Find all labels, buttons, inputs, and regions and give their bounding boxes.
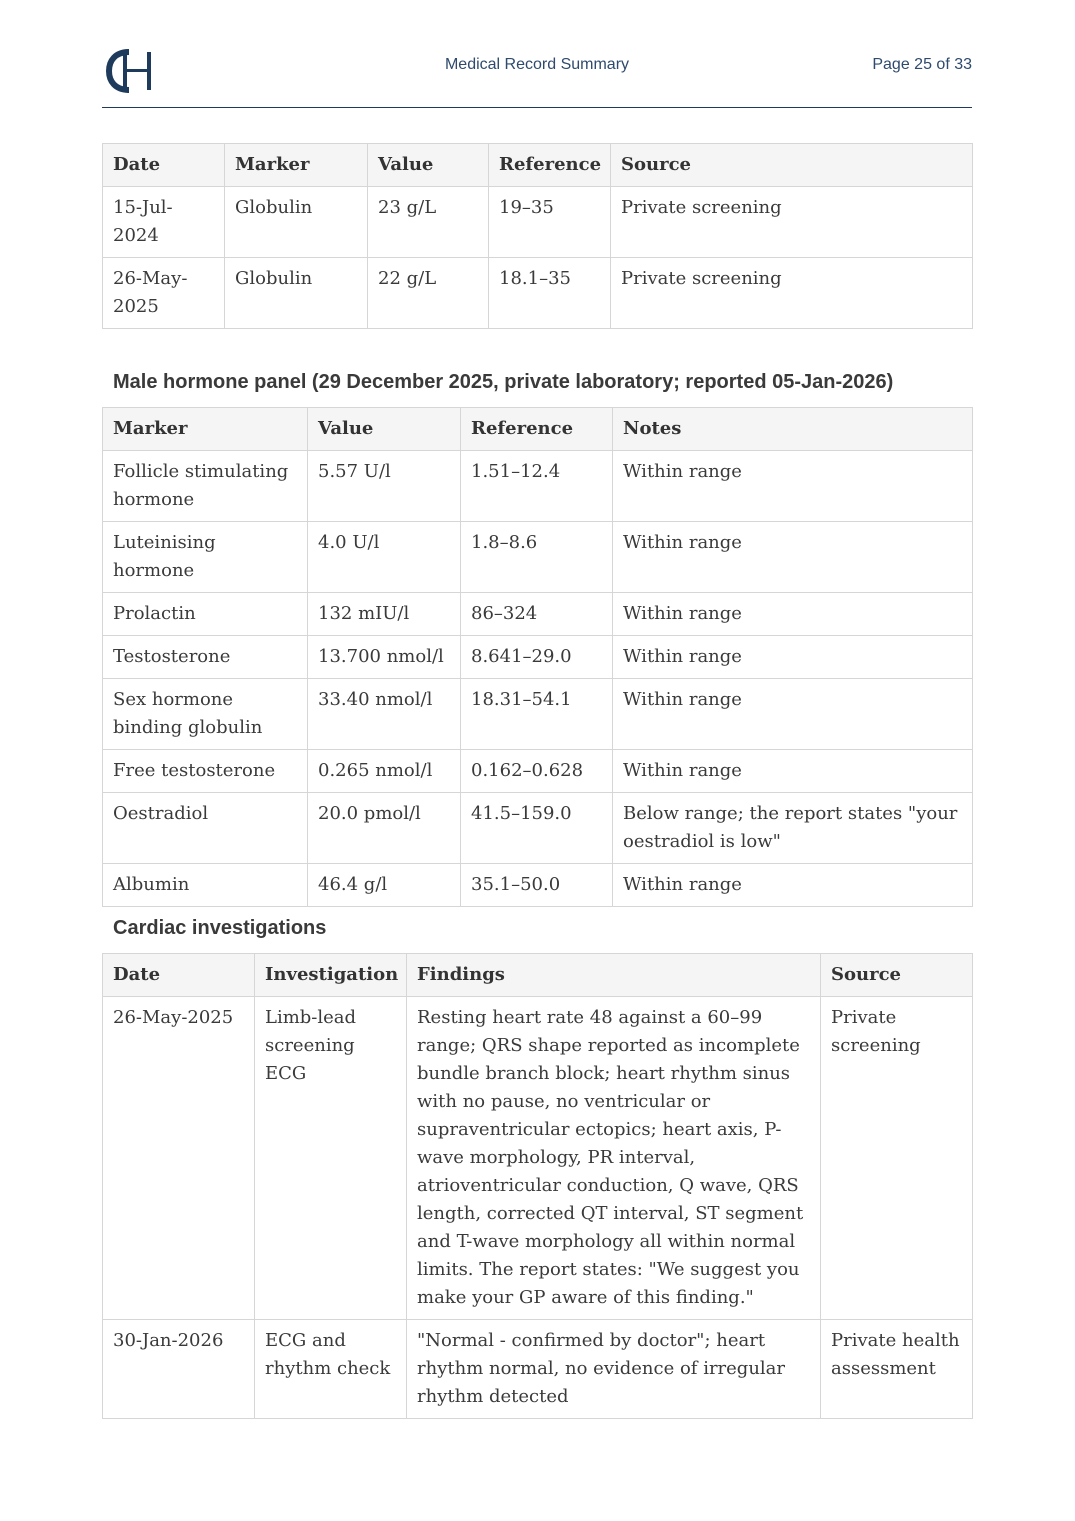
page-number: Page 25 of 33 <box>872 56 972 73</box>
source-cell: Private screening <box>821 997 973 1320</box>
table-row <box>103 793 973 864</box>
marker-cell: Testosterone <box>103 636 308 679</box>
notes-cell: Within range <box>613 636 973 679</box>
cardiac-table <box>102 953 973 1419</box>
table-header-row <box>103 954 973 997</box>
value-cell: 5.57 U/l <box>308 451 461 522</box>
source-cell: Private screening <box>611 187 973 258</box>
source-cell: Private health assessment <box>821 1320 973 1419</box>
table-row <box>103 636 973 679</box>
value-cell: 33.40 nmol/l <box>308 679 461 750</box>
marker-cell: Luteinising hormone <box>103 522 308 593</box>
value-cell: 22 g/L <box>368 258 489 329</box>
reference-cell: 1.51–12.4 <box>461 451 613 522</box>
hormone-panel-table <box>102 407 973 907</box>
value-cell: 132 mIU/l <box>308 593 461 636</box>
notes-cell: Within range <box>613 679 973 750</box>
reference-cell: 35.1–50.0 <box>461 864 613 907</box>
investigation-cell: ECG and rhythm check <box>255 1320 407 1419</box>
notes-cell: Within range <box>613 522 973 593</box>
globulin-table <box>102 143 973 329</box>
table-row <box>103 997 973 1320</box>
column-header: Reference <box>489 144 611 187</box>
date-cell: 26-May-2025 <box>103 997 255 1320</box>
notes-cell: Within range <box>613 864 973 907</box>
document-title: Medical Record Summary <box>444 56 630 73</box>
findings-cell: Resting heart rate 48 against a 60–99 range; QRS shape reported as incomplete bundle branch block; heart rhythm sinus with no pause, no ventricular or supraventricular ectopics; heart axis, P-wave morphology, PR interval, atrioventricular conduction, Q wave, QRS length, corrected QT interval, ST segment and T-wave morphology all within normal limits. The report states: "We suggest you make your GP aware of this finding." <box>407 997 821 1320</box>
reference-cell: 18.31–54.1 <box>461 679 613 750</box>
date-cell: 30-Jan-2026 <box>103 1320 255 1419</box>
reference-cell: 18.1–35 <box>489 258 611 329</box>
column-header: Date <box>103 144 225 187</box>
marker-cell: Oestradiol <box>103 793 308 864</box>
reference-cell: 1.8–8.6 <box>461 522 613 593</box>
table-row <box>103 679 973 750</box>
marker-cell: Globulin <box>225 187 368 258</box>
findings-cell: "Normal - confirmed by doctor"; heart rhythm normal, no evidence of irregular rhythm detected <box>407 1320 821 1419</box>
source-cell: Private screening <box>611 258 973 329</box>
value-cell: 4.0 U/l <box>308 522 461 593</box>
column-header: Notes <box>613 408 973 451</box>
cardiac-heading: Cardiac investigations <box>113 917 327 939</box>
table-header-row <box>103 408 973 451</box>
value-cell: 23 g/L <box>368 187 489 258</box>
column-header: Source <box>821 954 973 997</box>
reference-cell: 41.5–159.0 <box>461 793 613 864</box>
marker-cell: Globulin <box>225 258 368 329</box>
investigation-cell: Limb-lead screening ECG <box>255 997 407 1320</box>
page-header <box>102 40 972 108</box>
marker-cell: Free testosterone <box>103 750 308 793</box>
value-cell: 46.4 g/l <box>308 864 461 907</box>
marker-cell: Albumin <box>103 864 308 907</box>
marker-cell: Prolactin <box>103 593 308 636</box>
column-header: Investigation <box>255 954 407 997</box>
table-row <box>103 1320 973 1419</box>
table-row <box>103 593 973 636</box>
notes-cell: Within range <box>613 451 973 522</box>
date-cell: 26-May-2025 <box>103 258 225 329</box>
column-header: Marker <box>225 144 368 187</box>
date-cell: 15-Jul-2024 <box>103 187 225 258</box>
notes-cell: Below range; the report states "your oestradiol is low" <box>613 793 973 864</box>
column-header: Marker <box>103 408 308 451</box>
value-cell: 13.700 nmol/l <box>308 636 461 679</box>
notes-cell: Within range <box>613 593 973 636</box>
hormone-panel-heading: Male hormone panel (29 December 2025, private laboratory; reported 05-Jan-2026) <box>113 371 894 393</box>
column-header: Value <box>308 408 461 451</box>
value-cell: 20.0 pmol/l <box>308 793 461 864</box>
table-header-row <box>103 144 973 187</box>
column-header: Date <box>103 954 255 997</box>
table-row <box>103 451 973 522</box>
reference-cell: 8.641–29.0 <box>461 636 613 679</box>
column-header: Findings <box>407 954 821 997</box>
table-row <box>103 522 973 593</box>
marker-cell: Follicle stimulating hormone <box>103 451 308 522</box>
reference-cell: 86–324 <box>461 593 613 636</box>
table-row <box>103 187 973 258</box>
notes-cell: Within range <box>613 750 973 793</box>
reference-cell: 0.162–0.628 <box>461 750 613 793</box>
table-row <box>103 750 973 793</box>
column-header: Source <box>611 144 973 187</box>
column-header: Reference <box>461 408 613 451</box>
marker-cell: Sex hormone binding globulin <box>103 679 308 750</box>
reference-cell: 19–35 <box>489 187 611 258</box>
value-cell: 0.265 nmol/l <box>308 750 461 793</box>
table-row <box>103 258 973 329</box>
table-row <box>103 864 973 907</box>
column-header: Value <box>368 144 489 187</box>
